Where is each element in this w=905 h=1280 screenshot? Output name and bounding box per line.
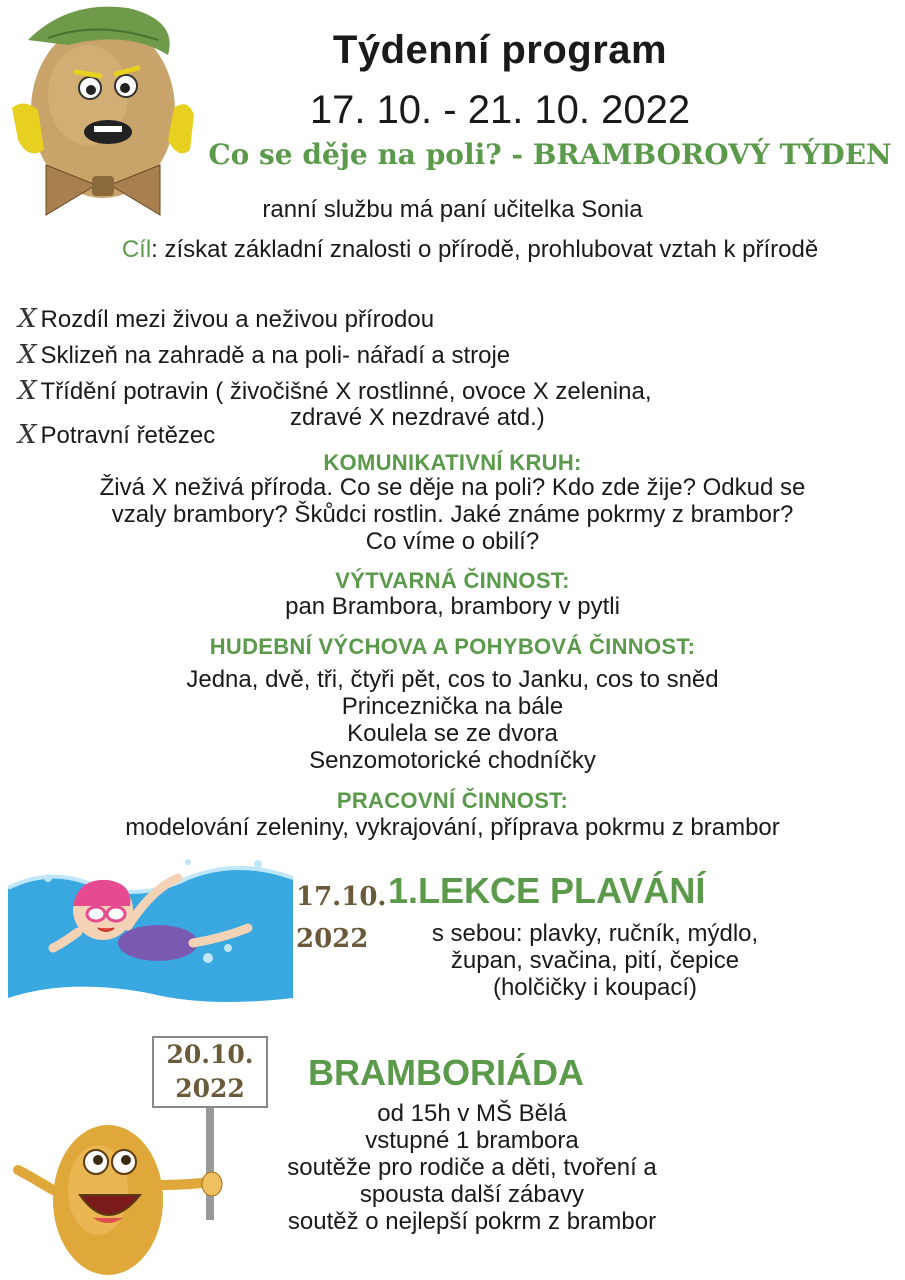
potato-character-illustration [8, 0, 198, 225]
swimming-date: 17.10. 2022 [296, 882, 387, 954]
topic-item: X Sklizeň na zahradě a na poli- nářadí a stroje [18, 340, 511, 370]
section-heading-work: PRACOVNÍ ČINNOST: [336, 788, 569, 813]
section-heading-communication: KOMUNIKATIVNÍ KRUH: [323, 450, 582, 475]
goal-text: : získat základní znalosti o přírodě, prohlubovat vztah k přírodě [151, 236, 819, 263]
x-marker-icon: X [18, 420, 37, 450]
event-date-sign: 20.10. 2022 [152, 1036, 268, 1108]
section-heading-music: HUDEBNÍ VÝCHOVA A POHYBOVÁ ČINNOST: [209, 634, 696, 659]
section-heading-art: VÝTVARNÁ ČINNOST: [335, 568, 570, 593]
swimming-details: s sebou: plavky, ručník, mýdlo, župan, svačina, pití, čepice (holčičky i koupací) [431, 920, 759, 1001]
section-body-work: modelování zeleniny, vykrajování, příprava pokrmu z brambor [125, 814, 780, 841]
potato-mascot-illustration [8, 1100, 233, 1280]
morning-duty: ranní službu má paní učitelka Sonia [262, 196, 643, 223]
goal [60, 236, 880, 263]
section-body-music: Jedna, dvě, tři, čtyři pět, cos to Janku, cos to sněd Princeznička na bále Koulela se ze dvora Senzomotorické chodníčky [186, 666, 719, 774]
section-body-communication: Živá X neživá příroda. Co se děje na poli? Kdo zde žije? Odkud se vzaly brambory? Škůdci rostlin. Jaké známe pokrmy z brambor? Co víme o obilí? [99, 474, 806, 555]
bramboriada-title: BRAMBORIÁDA [308, 1052, 584, 1093]
topic-item-continuation: zdravé X nezdravé atd.) [290, 404, 545, 431]
x-marker-icon: X [18, 340, 37, 370]
topic-item: X Rozdíl mezi živou a neživou přírodou [18, 304, 435, 334]
x-marker-icon: X [18, 376, 37, 406]
swimming-title: 1.LEKCE PLAVÁNÍ [388, 870, 706, 911]
x-marker-icon: X [18, 304, 37, 334]
week-theme: Co se děje na poli? - BRAMBOROVÝ TÝDEN [208, 138, 892, 171]
page-title: Týdenní program [332, 28, 668, 72]
topic-item: X Potravní řetězec [18, 420, 216, 450]
week-dates: 17. 10. - 21. 10. 2022 [309, 88, 691, 132]
goal-label: Cíl [121, 236, 152, 263]
topic-item: X Třídění potravin ( živočišné X rostlinné, ovoce X zelenina, [18, 376, 652, 406]
swimming-child-illustration [8, 848, 293, 1008]
bramboriada-details: od 15h v MŠ Bělá vstupné 1 brambora soutěže pro rodiče a děti, tvoření a spousta další zábavy soutěž o nejlepší pokrm z brambor [287, 1100, 657, 1235]
section-body-art: pan Brambora, brambory v pytli [285, 593, 620, 620]
